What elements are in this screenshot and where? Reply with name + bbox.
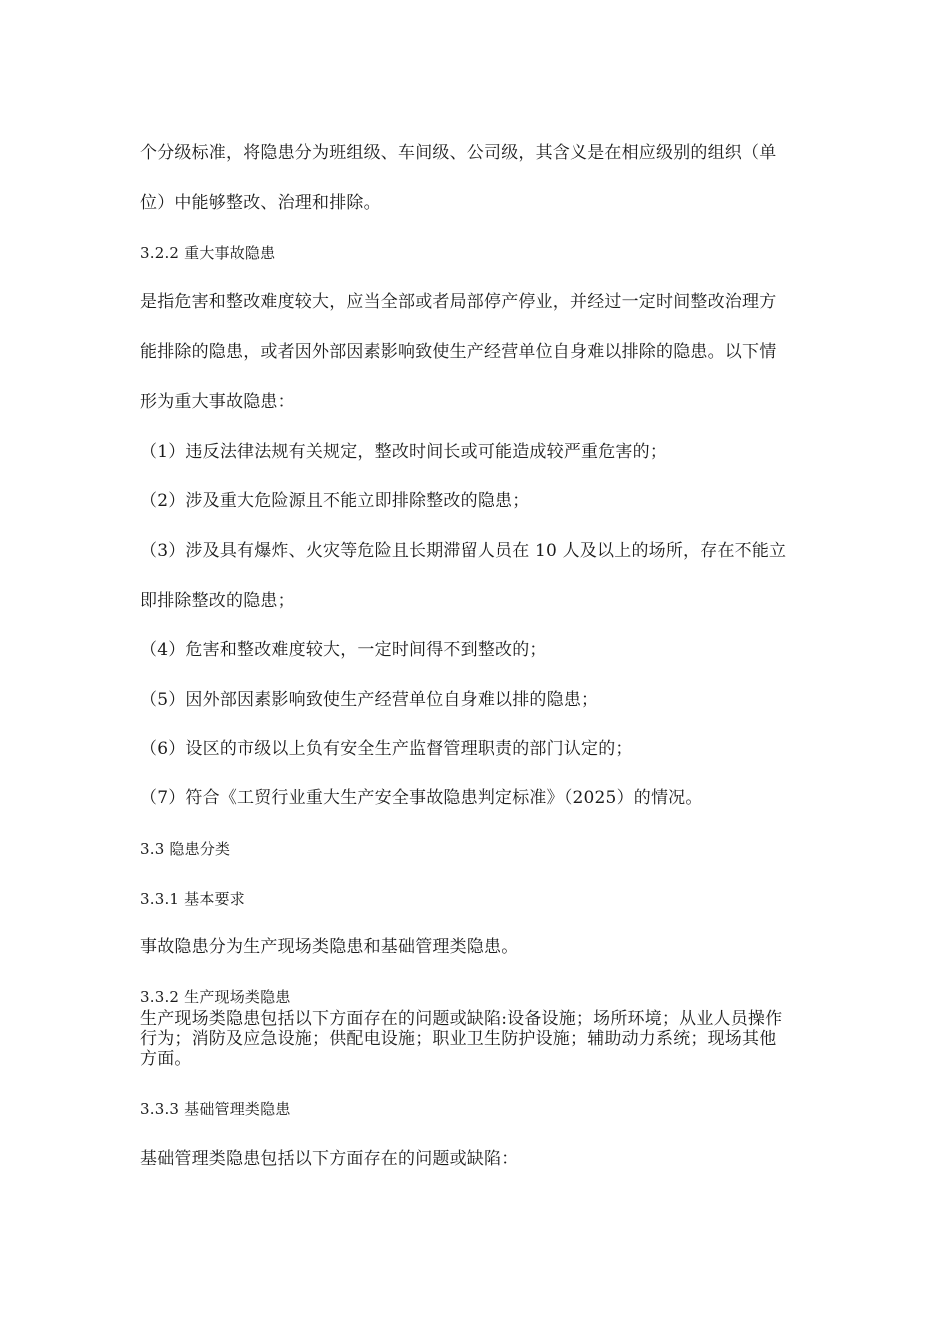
section-heading: 3.3 隐患分类 xyxy=(140,840,231,858)
paragraph-line: 能排除的隐患，或者因外部因素影响致使生产经营单位自身难以排除的隐患。以下情 xyxy=(140,342,777,362)
section-heading: 3.2.2 重大事故隐患 xyxy=(140,244,276,262)
compact-paragraph-line: 方面。 xyxy=(140,1049,192,1069)
list-item: （4）危害和整改难度较大，一定时间得不到整改的； xyxy=(140,640,547,660)
list-item: （1）违反法律法规有关规定，整改时间长或可能造成较严重危害的； xyxy=(140,442,668,462)
paragraph-line: 基础管理类隐患包括以下方面存在的问题或缺陷： xyxy=(140,1149,519,1169)
paragraph-line: 是指危害和整改难度较大，应当全部或者局部停产停业，并经过一定时间整改治理方 xyxy=(140,292,777,312)
paragraph-line: 位）中能够整改、治理和排除。 xyxy=(140,193,381,213)
list-item: （2）涉及重大危险源且不能立即排除整改的隐患； xyxy=(140,491,530,511)
section-heading: 3.3.3 基础管理类隐患 xyxy=(140,1100,291,1118)
list-item: 即排除整改的隐患； xyxy=(140,591,295,611)
list-item: （3）涉及具有爆炸、火灾等危险且长期滞留人员在 10 人及以上的场所，存在不能立 xyxy=(140,541,787,561)
paragraph-line: 形为重大事故隐患： xyxy=(140,392,295,412)
compact-paragraph-line: 行为；消防及应急设施；供配电设施；职业卫生防护设施；辅助动力系统；现场其他 xyxy=(140,1029,777,1049)
list-item: （5）因外部因素影响致使生产经营单位自身难以排的隐患； xyxy=(140,690,599,710)
list-item: （7）符合《工贸行业重大生产安全事故隐患判定标准》（2025）的情况。 xyxy=(140,788,703,808)
section-heading: 3.3.2 生产现场类隐患 xyxy=(140,988,291,1006)
paragraph-line: 个分级标准，将隐患分为班组级、车间级、公司级，其含义是在相应级别的组织（单 xyxy=(140,143,777,163)
section-heading: 3.3.1 基本要求 xyxy=(140,890,245,908)
paragraph-line: 事故隐患分为生产现场类隐患和基础管理类隐患。 xyxy=(140,937,519,957)
compact-paragraph-line: 生产现场类隐患包括以下方面存在的问题或缺陷:设备设施；场所环境；从业人员操作 xyxy=(140,1009,783,1029)
list-item: （6）设区的市级以上负有安全生产监督管理职责的部门认定的； xyxy=(140,739,633,759)
